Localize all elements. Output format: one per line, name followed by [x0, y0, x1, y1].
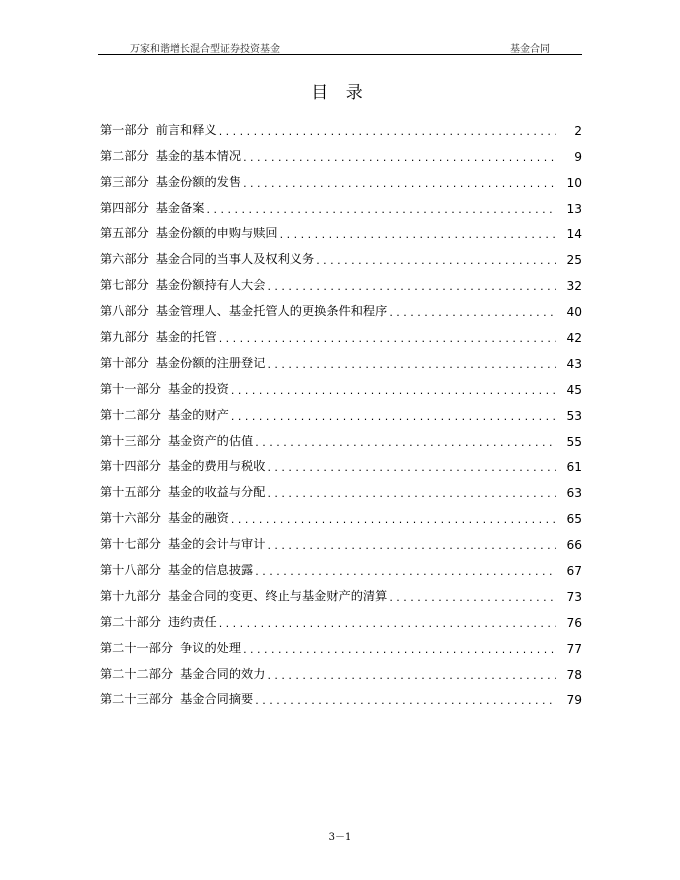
header-fund-name: 万家和谐增长混合型证券投资基金 [130, 44, 280, 55]
toc-dot-leader [243, 151, 556, 164]
toc-entry-part: 第十五部分 [100, 485, 161, 500]
toc-entry-page: 42 [566, 331, 582, 346]
toc-entry-title: 基金的费用与税收 [167, 459, 266, 474]
toc-dot-leader [267, 669, 556, 682]
toc-entry[interactable] [100, 216, 582, 242]
toc-entry-title: 基金合同的效力 [180, 666, 266, 681]
toc-entry-part: 第十八部分 [100, 563, 161, 578]
toc-entry-page: 77 [566, 641, 582, 656]
toc-entry[interactable] [100, 682, 582, 708]
toc-dot-leader [389, 306, 556, 319]
toc-entry[interactable] [100, 474, 582, 500]
toc-entry-page: 67 [566, 564, 582, 579]
toc-entry-part: 第五部分 [100, 226, 149, 241]
toc-entry[interactable] [100, 293, 582, 319]
toc-entry-part: 第八部分 [100, 304, 149, 319]
toc-dot-leader [231, 513, 556, 526]
toc-entry-part: 第十四部分 [100, 459, 161, 474]
toc-dot-leader [255, 436, 556, 449]
toc-entry-title: 基金的投资 [167, 381, 229, 396]
toc-entry-title: 基金份额的注册登记 [155, 355, 266, 370]
footer-page-number: 3－1 [328, 832, 352, 843]
toc-entry[interactable] [100, 345, 582, 371]
toc-entry-title: 基金的托管 [155, 330, 217, 345]
toc-entry-part: 第十七部分 [100, 537, 161, 552]
toc-entry-part: 第十六部分 [100, 511, 161, 526]
toc-entry-page: 53 [566, 408, 582, 423]
toc-dot-leader [267, 358, 556, 371]
page-footer [0, 828, 680, 843]
toc-entry-title: 基金的基本情况 [155, 148, 242, 163]
toc-dot-leader [243, 177, 556, 190]
toc-entry-title: 基金的财产 [167, 407, 229, 422]
toc-entry[interactable] [100, 578, 582, 604]
toc-entry-page: 13 [566, 201, 582, 216]
toc-entry-title: 前言和释义 [155, 122, 217, 137]
toc-entry-page: 32 [566, 279, 582, 294]
toc-entry-part: 第二十三部分 [100, 692, 174, 707]
toc-entry-title: 基金合同的当事人及权利义务 [155, 252, 315, 267]
toc-entry-title: 基金资产的估值 [167, 433, 254, 448]
toc-entry-part: 第二十二部分 [100, 666, 174, 681]
toc-dot-leader [267, 487, 556, 500]
toc-dot-leader [219, 617, 556, 630]
toc-entry-page: 45 [566, 382, 582, 397]
toc-entry[interactable] [100, 656, 582, 682]
toc-dot-leader [255, 694, 556, 707]
toc-entry[interactable] [100, 526, 582, 552]
toc-entry[interactable] [100, 241, 582, 267]
toc-entry-page: 78 [566, 667, 582, 682]
toc-entry-page: 73 [566, 589, 582, 604]
toc-entry-title: 争议的处理 [180, 640, 242, 655]
toc-dot-leader [267, 461, 556, 474]
toc-entry[interactable] [100, 604, 582, 630]
toc-entry-page: 14 [566, 227, 582, 242]
toc-dot-leader [243, 643, 556, 656]
toc-entry[interactable] [100, 267, 582, 293]
toc-entry-title: 基金的信息披露 [167, 563, 254, 578]
toc-entry[interactable] [100, 164, 582, 190]
toc-entry-part: 第十九部分 [100, 588, 161, 603]
toc-entry-page: 66 [566, 538, 582, 553]
toc-entry[interactable] [100, 138, 582, 164]
toc-entry-part: 第十二部分 [100, 407, 161, 422]
toc-entry[interactable] [100, 449, 582, 475]
toc-entry-title: 基金份额持有人大会 [155, 278, 266, 293]
header-doc-type: 基金合同 [510, 44, 550, 55]
toc-dot-leader [389, 591, 556, 604]
toc-dot-leader [231, 384, 556, 397]
toc-dot-leader [267, 539, 556, 552]
toc-dot-leader [219, 125, 556, 138]
toc-dot-leader [316, 254, 556, 267]
page-header [98, 38, 582, 55]
toc-dot-leader [255, 565, 556, 578]
toc-entry[interactable] [100, 423, 582, 449]
toc-entry-title: 基金的融资 [167, 511, 229, 526]
toc-entry-page: 10 [566, 175, 582, 190]
toc-entry-part: 第七部分 [100, 278, 149, 293]
toc-entry-title: 基金份额的申购与赎回 [155, 226, 278, 241]
toc-entry-part: 第二十部分 [100, 614, 161, 629]
toc-entry-page: 55 [566, 434, 582, 449]
toc-entry[interactable] [100, 630, 582, 656]
toc-entry-part: 第二部分 [100, 148, 149, 163]
toc-entry-part: 第二十一部分 [100, 640, 174, 655]
toc-entry-part: 第三部分 [100, 174, 149, 189]
toc-entry-title: 基金份额的发售 [155, 174, 242, 189]
toc-entry-title: 基金的会计与审计 [167, 537, 266, 552]
toc-entry-title: 违约责任 [167, 614, 217, 629]
toc-entry-part: 第一部分 [100, 122, 149, 137]
toc-entry[interactable] [100, 500, 582, 526]
toc-entry-page: 2 [574, 123, 582, 138]
toc-entry-title: 基金管理人、基金托管人的更换条件和程序 [155, 304, 388, 319]
toc-dot-leader [231, 410, 556, 423]
toc-dot-leader [207, 203, 557, 216]
toc-entry-page: 9 [574, 149, 582, 164]
toc-entry-part: 第九部分 [100, 330, 149, 345]
toc-entry-page: 65 [566, 512, 582, 527]
toc-entry[interactable] [100, 397, 582, 423]
toc-dot-leader [267, 280, 556, 293]
toc-entry-page: 63 [566, 486, 582, 501]
toc-entry-page: 79 [566, 693, 582, 708]
toc-title: 目 录 [311, 83, 369, 103]
toc-entry-title: 基金的收益与分配 [167, 485, 266, 500]
toc-entry-page: 40 [566, 305, 582, 320]
toc-entry-page: 76 [566, 615, 582, 630]
toc-entry-part: 第十部分 [100, 355, 149, 370]
toc-entry[interactable] [100, 190, 582, 216]
table-of-contents [100, 112, 582, 707]
toc-entry[interactable] [100, 319, 582, 345]
toc-entry[interactable] [100, 552, 582, 578]
toc-entry-title: 基金备案 [155, 200, 205, 215]
toc-entry-part: 第四部分 [100, 200, 149, 215]
toc-entry-page: 61 [566, 460, 582, 475]
toc-entry-title: 基金合同摘要 [180, 692, 254, 707]
toc-dot-leader [280, 228, 556, 241]
toc-entry[interactable] [100, 371, 582, 397]
toc-entry-page: 25 [566, 253, 582, 268]
toc-entry[interactable] [100, 112, 582, 138]
toc-dot-leader [219, 332, 556, 345]
toc-entry-part: 第十三部分 [100, 433, 161, 448]
toc-entry-title: 基金合同的变更、终止与基金财产的清算 [167, 588, 388, 603]
toc-entry-page: 43 [566, 356, 582, 371]
toc-entry-part: 第六部分 [100, 252, 149, 267]
toc-entry-part: 第十一部分 [100, 381, 161, 396]
